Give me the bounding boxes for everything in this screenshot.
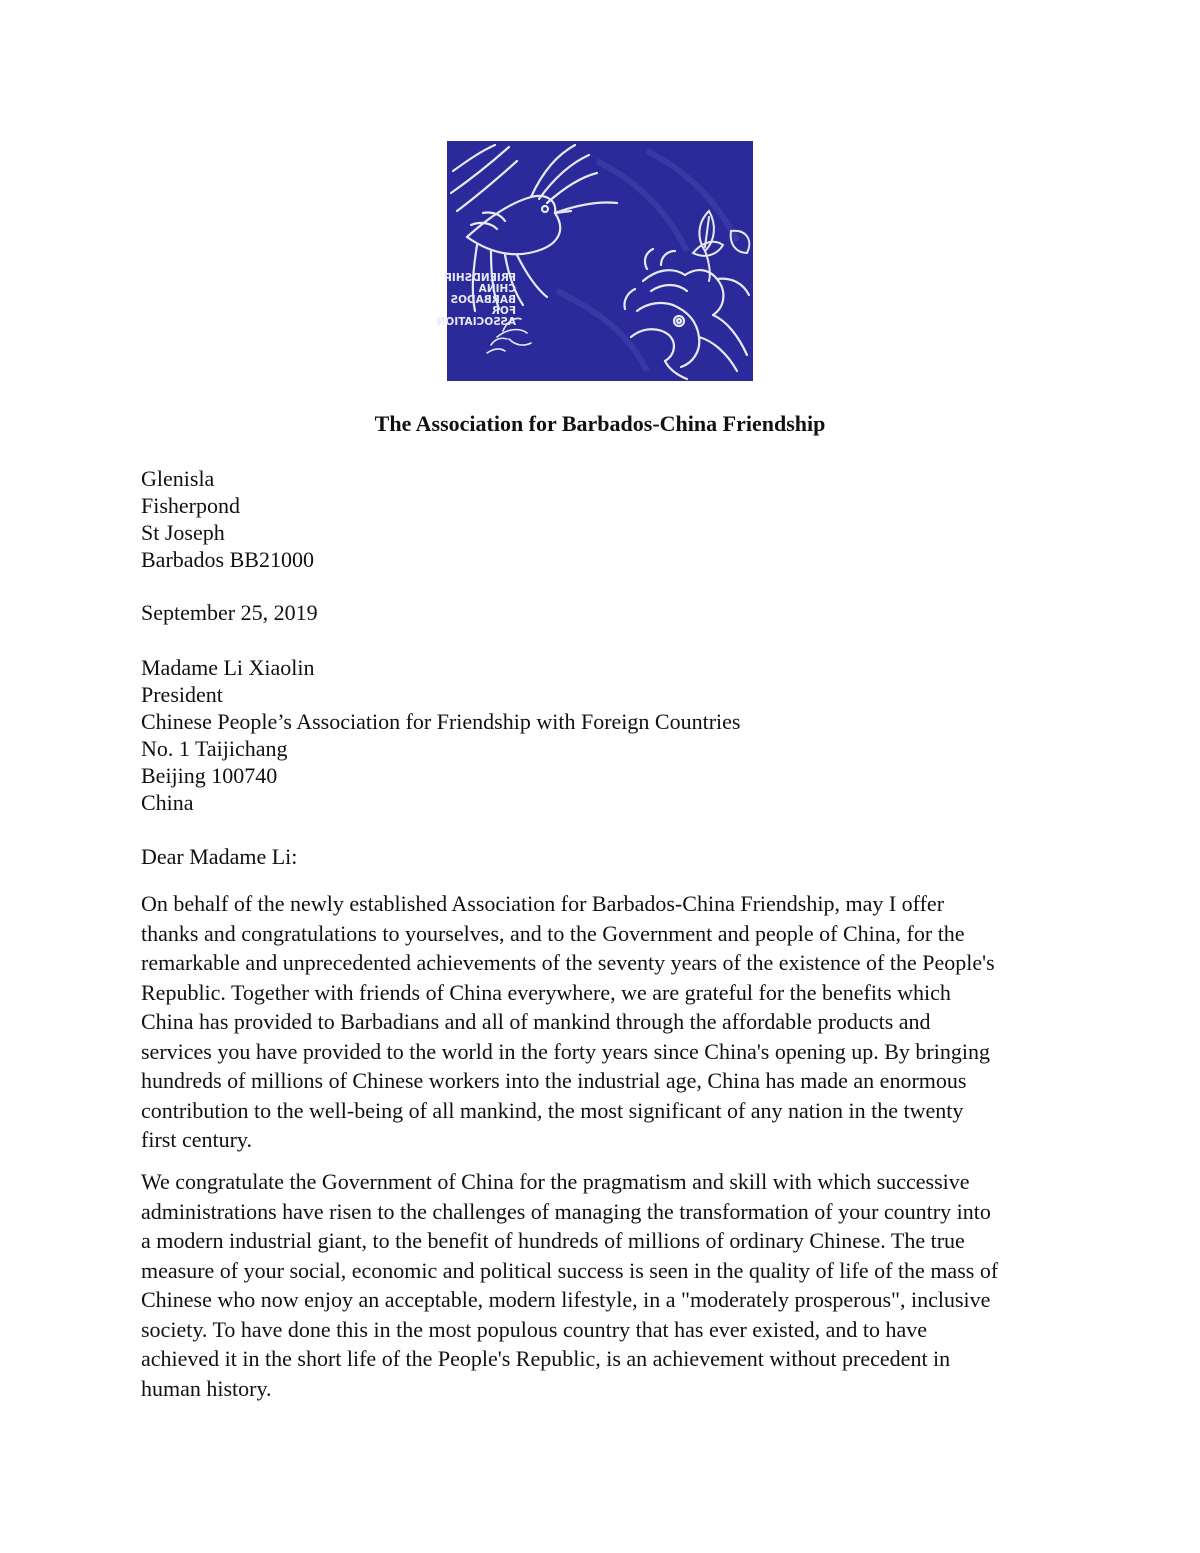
recipient-line: Beijing 100740 bbox=[141, 763, 278, 788]
organization-title: The Association for Barbados-China Friendship bbox=[374, 411, 826, 436]
logo-text-line: FRIENDSHIP bbox=[444, 272, 516, 284]
paragraph-line: human history. bbox=[141, 1375, 272, 1401]
body-paragraph bbox=[141, 889, 1071, 1155]
paragraph-line: administrations have risen to the challenges of managing the transformation of your country into bbox=[141, 1198, 991, 1224]
address-line: Barbados BB21000 bbox=[141, 547, 314, 572]
logo-text-line: CHINA bbox=[478, 283, 516, 295]
logo-text-line: ASSOCIATION bbox=[436, 316, 516, 328]
paragraph-line: measure of your social, economic and political success is seen in the quality of life of the mass of bbox=[141, 1257, 999, 1283]
logo-text-line: FOR bbox=[491, 305, 516, 317]
address-line: Glenisla bbox=[141, 466, 215, 491]
sender-address bbox=[141, 465, 1071, 573]
paragraph-line: first century. bbox=[141, 1127, 252, 1152]
recipient-address bbox=[141, 654, 1071, 816]
recipient-line: President bbox=[141, 682, 223, 707]
paragraph-line: services you have provided to the world in the forty years since China's opening up. By bringing bbox=[141, 1038, 990, 1064]
body-paragraph bbox=[141, 1167, 1071, 1403]
paragraph-line: remarkable and unprecedented achievements of the seventy years of the existence of the People's bbox=[141, 950, 995, 975]
logo-text-line: BARBADOS bbox=[450, 294, 516, 306]
paragraph-line: thanks and congratulations to yourselves, and to the Government and people of China, for the bbox=[141, 920, 965, 946]
salutation: Dear Madame Li: bbox=[141, 844, 298, 869]
barbados-china-friendship-logo-icon bbox=[436, 141, 753, 381]
paragraph-line: achieved it in the short life of the People's Republic, is an achievement without precedent in bbox=[141, 1346, 951, 1371]
recipient-line: Chinese People’s Association for Friendship with Foreign Countries bbox=[141, 709, 741, 734]
paragraph-line: China has provided to Barbadians and all of mankind through the affordable products and bbox=[141, 1009, 931, 1034]
recipient-line: China bbox=[141, 790, 194, 815]
letter-date: September 25, 2019 bbox=[141, 600, 318, 625]
paragraph-line: Republic. Together with friends of China everywhere, we are grateful for the benefits which bbox=[141, 979, 951, 1005]
paragraph-line: On behalf of the newly established Association for Barbados-China Friendship, may I offer bbox=[141, 891, 945, 916]
address-line: St Joseph bbox=[141, 520, 225, 545]
paragraph-line: We congratulate the Government of China for the pragmatism and skill with which successive bbox=[141, 1169, 970, 1194]
address-line: Fisherpond bbox=[141, 493, 240, 518]
paragraph-line: contribution to the well-being of all mankind, the most significant of any nation in the twenty bbox=[141, 1097, 964, 1123]
paragraph-line: Chinese who now enjoy an acceptable, modern lifestyle, in a "moderately prosperous", inclusive bbox=[141, 1287, 991, 1312]
recipient-line: No. 1 Taijichang bbox=[141, 736, 288, 761]
paragraph-line: hundreds of millions of Chinese workers into the industrial age, China has made an enormous bbox=[141, 1068, 967, 1093]
recipient-line: Madame Li Xiaolin bbox=[141, 655, 315, 680]
paragraph-line: society. To have done this in the most populous country that has ever existed, and to have bbox=[141, 1316, 928, 1342]
paragraph-line: a modern industrial giant, to the benefit of hundreds of millions of ordinary Chinese. The true bbox=[141, 1228, 965, 1253]
